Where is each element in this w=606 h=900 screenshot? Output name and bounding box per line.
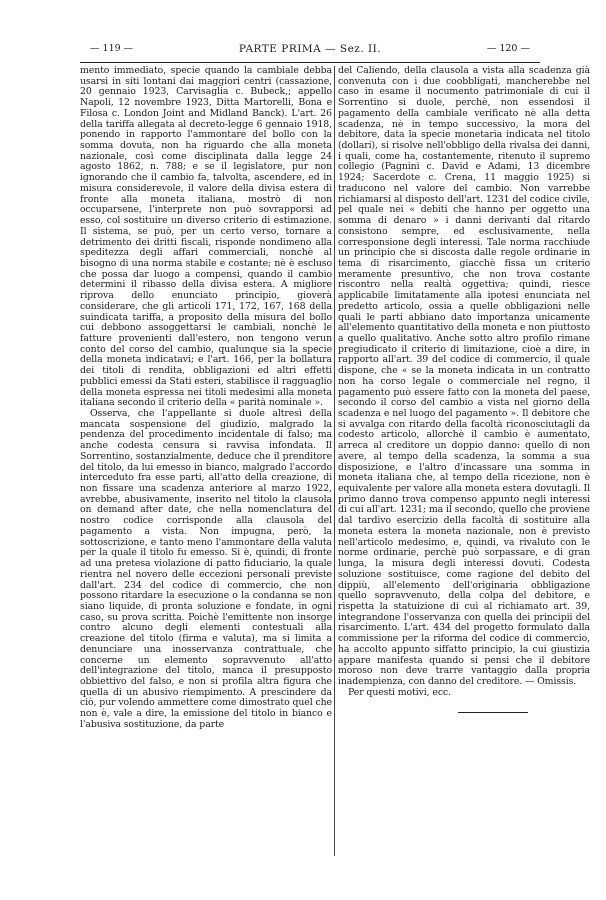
right-paragraph-2: Per questi motivi, ecc. [348, 686, 451, 698]
left-paragraph-1: mento immediato, specie quando la cambiale debba usarsi in siti lontani dai maggiori centri (cassazione, 20 gennaio 1923, Carvisaglia c. Bubeck,; appello Napoli, 12 novembre 1923, Ditta Martorelli, Bona e Filosa c. London Joint and Midland Banck). L'art. 26 della tariffa allegata al decreto-legge 6 gennaio 1918, ponendo in rapporto l'ammontare del bollo con la somma dovuta, non ha riguardo che alla moneta nazionale, così come disciplinata dalla legge 24 agosto 1862, n. 788; e se il legislatore, pur non ignorando che il cambio fa, talvolta, ascendere, ed in misura considerevole, il valore della divisa estera di fronte alla moneta italiana, mostrò di non occuparsene, l'interprete non può sovrapporsi ad esso, col sostituire un diverso criterio di estimazione. Il sistema, se può, per un certo verso, tornare a detrimento dei dritti fiscali, risponde nondimeno alla speditezza degli affari commerciali, nonchè al bisogno di una norma stabile e costante; nè è escluso che possa dar luogo a compensi, quando il cambio determini il ribasso della divisa estera. A migliore riprova dello enunciato principio, gioverà considerare, che gli articoli 171, 172, 167, 168 della suindicata tariffa, a proposito della misura del bollo cui debbono assoggettarsi le cambiali, nonchè le fatture provenienti dall'estero, non tengono verun conto del corso del cambio, qualunque sia la specie della moneta indicatavi; e l'art. 166, per la bollatura dei titoli di rendita, obbligazioni ed altri effetti pubblici emessi da Stati esteri, stabilisce il ragguaglio della moneta espressa nei titoli medesimi alla moneta italiana secondo il criterio della « parità nominale ». [80, 65, 332, 409]
running-title: PARTE PRIMA — Sez. II. [238, 43, 382, 55]
right-column [338, 66, 590, 713]
left-column [80, 66, 332, 731]
page-number-left: — 119 — [90, 43, 134, 54]
end-rule [458, 712, 528, 713]
left-paragraph-2: Osserva, che l'appellante si duole altresì della mancata sospensione del giudizio, malgrado la pendenza del procedimento incidentale di falso; ma anche codesta censura si ravvisa infondata. Il Sorrentino, sostanzialmente, deduce che il prenditore del titolo, da lui emesso in bianco, malgrado l'accordo interceduto fra esse parti, all'atto della creazione, di non fissare una scadenza anteriore al marzo 1922, avrebbe, abusivamente, inserito nel titolo la clausola on demand after date, che nella nomenclatura del nostro codice corrisponde alla clausola del pagamento a vista. Non impugna, però, la sottoscrizione, e tanto meno l'ammontare della valuta per la quale il titolo fu emesso. Si è, quindi, di fronte ad una pretesa violazione di patto fiduciario, la quale rientra nel novero delle eccezioni personali previste dall'art. 234 del codice di commercio, che non possono ritardare la esecuzione o la condanna se non siano liquide, di pronta soluzione e fondate, in ogni caso, su prova scritta. Poichè l'emittente non insorge contro alcuno degli elementi contestuali alla creazione del titolo (firma e valuta), ma si limita a denunciare una inosservanza contrattuale, che concerne un elemento sopravvenuto all'atto dell'integrazione del titolo, manca il presupposto obbiettivo del falso, e non si profila altra figura che quella di un abusivo riempimento. A prescindere da ciò, pur volendo ammettere come dimostrato quel che non è, vale a dire, la emissione del titolo in bianco e l'abusiva sostituzione, da parte [80, 408, 332, 730]
page-number-right: — 120 — [486, 43, 530, 54]
column-divider [334, 66, 335, 856]
header-rule [80, 62, 540, 63]
page-header [80, 40, 540, 58]
right-paragraph-1: del Caliendo, della clausola a vista alla scadenza già convenuta con i due coobbligati, mancherebbe nel caso in esame il nocumento patrimoniale di cui il Sorrentino si duole, perchè, non essendosi il pagamento della cambiale verificato nè alla detta scadenza, nè in tempo successivo, la mora del debitore, data la specie monetaria indicata nel titolo (dollari), si risolve nell'obbligo della rivalsa dei danni, i quali, come ha, costantemente, ritenuto il supremo collegio (Pagnini c. David e Adami, 13 dicembre 1924; Sacerdote c. Crena, 11 maggio 1925) si traducono nel valore del cambio. Non varrebbe richiamarsi al disposto dell'art. 1231 del codice civile, pel quale nei « debiti che hanno per oggetto una somma di denaro » i danni derivanti dal ritardo consistono sempre, ed esclusivamente, nella corresponsione degli interessi. Tale norma racchiude un principio che si discosta dalle regole ordinarie in tema di risarcimento, giacchè fissa un criterio meramente presuntivo, che non trova costante riscontro nella realtà oggettiva; quindi, riesce applicabile limitatamente alla ipotesi enunciata nel predetto articolo, ossia a quelle obbligazioni nelle quali le parti abbiano dato importanza unicamente all'elemento quantitativo della moneta e non piuttosto a quello qualitativo. Anche sotto altro profilo rimane pregiudicato il criterio di limitazione, cioè a dire, in rapporto all'art. 39 del codice di commercio, il quale dispone, che « se la moneta indicata in un contratto non ha corso legale o commerciale nel regno, il pagamento può essere fatto con la moneta del paese, secondo il corso del cambio a vista nel giorno della scadenza e nel luogo del pagamento ». Il debitore che si avvalga con ritardo della facoltà riconosciutagli da codesto articolo, allorchè il cambio è aumentato, arreca al creditore un doppio danno: quello di non avere, al tempo della scadenza, la somma a sua disposizione, e l'altro d'incassare una somma in moneta italiana che, al tempo della ricezione, non è equivalente per valore alla moneta estera dovutagli. Il primo danno trova compenso appunto negli interessi di cui all'art. 1231; ma il secondo, quello che proviene dal tardivo esercizio della facoltà di sostituire alla moneta estera la moneta nazionale, non è previsto nell'articolo medesimo, e, quindi, va rivaluto con le norme ordinarie, perchè può sorpassare, e di gran lunga, la misura degli interessi dovuti. Codesta soluzione sostituisce, come ragione del debito del dippiù, all'elemento dell'originaria obbligazione quello sopravvenuto, della colpa del debitore, e rispetta la statuizione di cui al richiamato art. 39, integrandone l'osservanza con quella dei principii del risarcimento. L'art. 434 del progetto formulato dalla commissione per la riforma del codice di commercio, ha accolto appunto siffatto principio, la cui giustizia appare manifesta quando si pensi che il debitore moroso non deve trarre vantaggio dalla propria inadempienza, con danno del creditore. — Omissis. [338, 65, 590, 687]
